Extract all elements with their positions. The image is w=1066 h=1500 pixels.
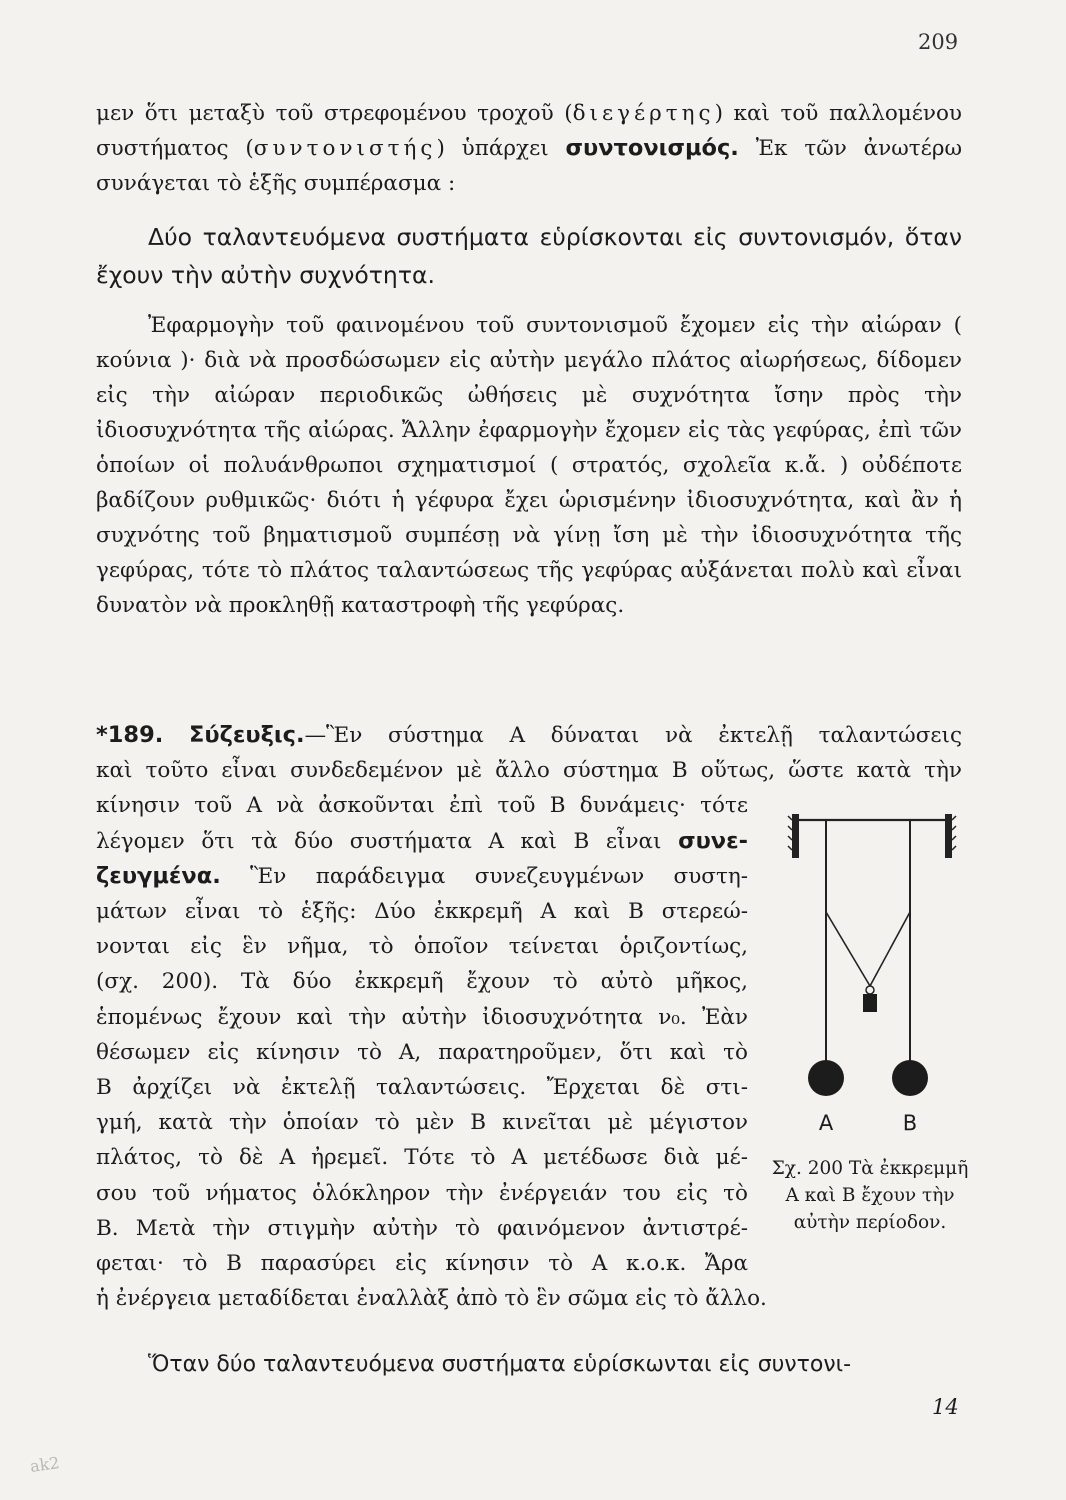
text-line: γμή, κατὰ τὴν ὁποίαν τὸ μὲν Β κινεῖται μὲ μέγιστον xyxy=(96,1110,748,1136)
weight-string-right xyxy=(870,912,910,986)
bob-b xyxy=(892,1060,928,1096)
resonance-definition: Δύο ταλαντευόμενα συστήματα εὑρίσκονται εἰς συντονισμόν, ὅταν ἔχουν τὴν αὐτὴν συχνότητα. xyxy=(96,223,962,289)
figure-caption: Σχ. 200 Τὰ ἐκκρεμμῆ Α καὶ Β ἔχουν τὴν αὐτὴν περίοδον. xyxy=(771,1158,969,1233)
figure-200-coupled-pendulums xyxy=(780,800,970,1140)
text-line: καὶ τοῦτο εἶναι συνδεδεμένον μὲ ἄλλο σύστημα Β οὕτως, ὥστε κατὰ τὴν xyxy=(96,758,962,784)
text-line: πλάτος, τὸ δὲ Α ἠρεμεῖ. Τότε τὸ Α μετέδωσε διὰ μέ- xyxy=(96,1145,748,1171)
section-title: Σύζευξις. xyxy=(189,722,305,748)
paragraph-applications: Ἐφαρμογὴν τοῦ φαινομένου τοῦ συντονισμοῦ ἔχομεν εἰς τὴν αἰώραν ( κούνια )· διὰ νὰ προσδώσωμεν εἰς αὐτὴν μεγάλο πλάτος αἰωρήσεως, δίδομεν εἰς τὴν αἰώραν περιοδικῶς ὠθήσεις μὲ συχνότητα ἴσην πρὸς τὴν ἰδιοσυχνότητα τῆς αἰώρας. Ἄλλην ἐφαρμογὴν ἔχομεν εἰς τὰς γεφύρας, ἐπὶ τῶν ὁποίων οἱ πολυάνθρωποι σχηματισμοί ( στρατός, σχολεῖα κ.ἄ. ) οὐδέποτε βαδίζουν ρυθμικῶς· διότι ἡ γέφυρα ἔχει ὡρισμένην ἰδιοσυχνότητα, καὶ ἂν ἡ συχνότης τοῦ βηματισμοῦ συμπέσῃ νὰ γίνῃ ἴση μὲ τὴν ἰδιοσυχνότητα τῆς γεφύρας, τότε τὸ πλάτος ταλαντώσεως τῆς γεφύρας αὐξάνεται πολὺ καὶ εἶναι δυνατὸν νὰ προκληθῇ καταστροφὴ τῆς γεφύρας. xyxy=(96,313,962,618)
spaced-term-exciter: διεγέρτης xyxy=(572,101,715,126)
wall-right xyxy=(945,814,956,858)
bold-term-coupled-end: ζευγμένα. xyxy=(96,862,221,889)
weight-hook xyxy=(866,986,874,994)
text-line: λέγομεν ὅτι τὰ δύο συστήματα Α καὶ Β εἶναι συνε- xyxy=(96,827,748,854)
text-line: ἑπομένως ἔχουν καὶ τὴν αὐτὴν ἰδιοσυχνότητα ν₀. Ἐὰν xyxy=(96,1004,748,1030)
paragraph-resonance-intro: μεν ὅτι μεταξὺ τοῦ στρεφομένου τροχοῦ (διεγέρτης) καὶ τοῦ παλλομένου συστήματος (συντονιστής) ὑπάρχει συντονισμός. Ἐκ τῶν ἀνωτέρω συνάγεται τὸ ἑξῆς συμπέρασμα : xyxy=(96,101,962,196)
section-189-coupling: *189. Σύζευξις.—Ἓν σύστημα Α δύναται νὰ ἐκτελῇ ταλαντώσεις καὶ τοῦτο εἶναι συνδεδεμένον μὲ ἄλλο σύστημα Β οὕτως, ὥστε κατὰ τὴν κίνησιν τοῦ Α νὰ ἀσκοῦνται ἐπὶ τοῦ Β δυνάμεις· τότε λέγομεν ὅτι τὰ δύο συστήματα Α καὶ Β εἶναι συνε- ζευγμένα. Ἓν παράδειγμα συνεζευγμένων συστη- μάτων εἶναι τὸ ἑξῆς: Δύο ἐκκρεμῆ Α καὶ Β στερεώ- νονται εἰς ἓν νῆμα, τὸ ὁποῖον τείνεται ὁριζοντίως, (σχ. 200). Τὰ δύο ἐκκρεμῆ ἔχουν τὸ αὐτὸ μῆκος, ἑπομένως ἔχουν καὶ τὴν αὐτὴν ἰδιοσυχνότητα ν₀. Ἐὰν θέσωμεν εἰς κίνησιν τὸ Α, παρατηροῦμεν, ὅτι καὶ τὸ Β ἀρχίζει νὰ ἐκτελῇ ταλαντώσεις. Ἔρχεται δὲ στι- γμή, κατὰ τὴν ὁποίαν τὸ μὲν Β κινεῖται μὲ μέγιστον πλάτος, τὸ δὲ Α ἠρεμεῖ. Τότε τὸ Α μετέδωσε διὰ μέ- σου τοῦ νήματος ὁλόκληρον τὴν ἐνέργειάν του εἰς τὸ Β. Μετὰ τὴν στιγμὴν αὐτὴν τὸ φαινόμενον ἀντιστρέ- φεται· τὸ Β παρασύρει εἰς κίνησιν τὸ Α κ.ο.κ. Ἄρα ἡ ἐνέργεια μεταδίδεται ἐναλλὰξ ἀπὸ τὸ ἓν σῶμα εἰς τὸ ἄλλο. xyxy=(96,718,962,1316)
text-line: θέσωμεν εἰς κίνησιν τὸ Α, παρατηροῦμεν, ὅτι καὶ τὸ xyxy=(96,1039,748,1065)
margin-mark: ak2 xyxy=(28,1453,61,1476)
bold-term-resonance: συντονισμός. xyxy=(565,135,739,161)
weight-string-left xyxy=(826,912,870,986)
coupling-weight xyxy=(863,994,877,1012)
wall-left xyxy=(788,814,799,858)
text-line: νονται εἰς ἓν νῆμα, τὸ ὁποῖον τείνεται ὁριζοντίως, xyxy=(96,934,748,960)
text-line: Β. Μετὰ τὴν στιγμὴν αὐτὴν τὸ φαινόμενον ἀντιστρέ- xyxy=(96,1215,748,1241)
page-number: 209 xyxy=(918,30,959,54)
text-line: σου τοῦ νήματος ὁλόκληρον τὴν ἐνέργειάν του εἰς τὸ xyxy=(96,1180,748,1206)
text-line: φεται· τὸ Β παρασύρει εἰς κίνησιν τὸ Α κ.ο.κ. Ἄρα xyxy=(96,1251,748,1277)
figure-label-b: Β xyxy=(902,1111,918,1135)
text-line: κίνησιν τοῦ Α νὰ ἀσκοῦνται ἐπὶ τοῦ Β δυνάμεις· τότε xyxy=(96,793,748,819)
paragraph-last-line: Ὅταν δύο ταλαντευόμενα συστήματα εὑρίσκωνται εἰς συντονι- xyxy=(148,1352,852,1377)
spaced-term-resonator: συντονιστής xyxy=(253,136,437,161)
text-line: ζευγμένα. Ἓν παράδειγμα συνεζευγμένων συστη- xyxy=(96,862,748,889)
bold-term-coupled: συνε- xyxy=(678,827,748,854)
figure-label-a: Α xyxy=(818,1111,834,1135)
section-number: *189. xyxy=(96,722,164,748)
text-line: (σχ. 200). Τὰ δύο ἐκκρεμῆ ἔχουν τὸ αὐτὸ μῆκος, xyxy=(96,969,748,995)
text-line: Β ἀρχίζει νὰ ἐκτελῇ ταλαντώσεις. Ἔρχεται δὲ στι- xyxy=(96,1075,748,1101)
bob-a xyxy=(808,1060,844,1096)
text-line: ἡ ἐνέργεια μεταδίδεται ἐναλλὰξ ἀπὸ τὸ ἓν σῶμα εἰς τὸ ἄλλο. xyxy=(96,1286,767,1312)
signature-number: 14 xyxy=(932,1395,959,1419)
text-line: μάτων εἶναι τὸ ἑξῆς: Δύο ἐκκρεμῆ Α καὶ Β στερεώ- xyxy=(96,899,748,925)
